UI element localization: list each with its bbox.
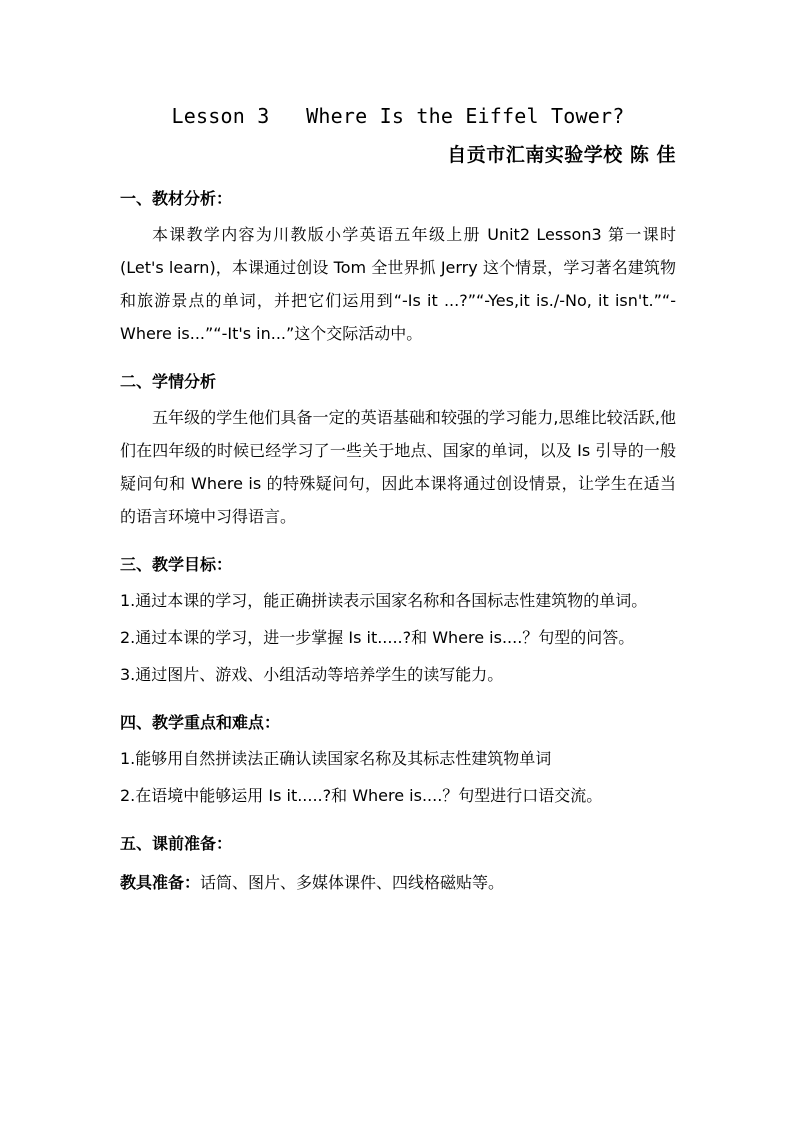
lesson-title: Lesson 3 Where Is the Eiffel Tower? — [171, 104, 625, 128]
key-point-item-2: 2.在语境中能够运用 Is it.....?和 Where is....？句型进行口语交流。 — [120, 786, 603, 805]
student-analysis-paragraph: 五年级的学生他们具备一定的英语基础和较强的学习能力,思维比较活跃,他们在四年级的时候已经学习了一些关于地点、国家的单词，以及 Is 引导的一般疑问句和 Where is 的特殊疑问句，因此本课将通过创设情景，让学生在适当的语言环境中习得语言。 — [120, 408, 676, 526]
preparation-line — [120, 866, 676, 899]
section-heading-textbook-analysis: 一、教材分析： — [120, 189, 233, 208]
section-heading-preparation: 五、课前准备： — [120, 834, 233, 853]
document-page — [120, 96, 676, 899]
section-heading-key-points: 四、教学重点和难点： — [120, 713, 281, 732]
objective-item-1: 1.通过本课的学习，能正确拼读表示国家名称和各国标志性建筑物的单词。 — [120, 591, 648, 610]
objective-item-2: 2.通过本课的学习，进一步掌握 Is it.....?和 Where is....？句型的问答。 — [120, 628, 635, 647]
textbook-analysis-paragraph: 本课教学内容为川教版小学英语五年级上册 Unit2 Lesson3 第一课时(Let's learn)，本课通过创设 Tom 全世界抓 Jerry 这个情景，学习著名建筑物和旅游景点的单词，并把它们运用到“-Is it ...?”“-Yes,it is./-No, it isn't.”“-Where is...”“-It's in...”这个交际活动中。 — [120, 225, 676, 343]
section-heading-teaching-objectives: 三、教学目标： — [120, 555, 233, 574]
section-heading-student-analysis: 二、学情分析 — [120, 372, 217, 391]
preparation-text: 话筒、图片、多媒体课件、四线格磁贴等。 — [200, 873, 505, 892]
objective-item-3: 3.通过图片、游戏、小组活动等培养学生的读写能力。 — [120, 665, 504, 684]
author-line: 自贡市汇南实验学校 陈 佳 — [447, 144, 676, 166]
preparation-label: 教具准备： — [120, 873, 201, 892]
key-point-item-1: 1.能够用自然拼读法正确认读国家名称及其标志性建筑物单词 — [120, 749, 552, 768]
